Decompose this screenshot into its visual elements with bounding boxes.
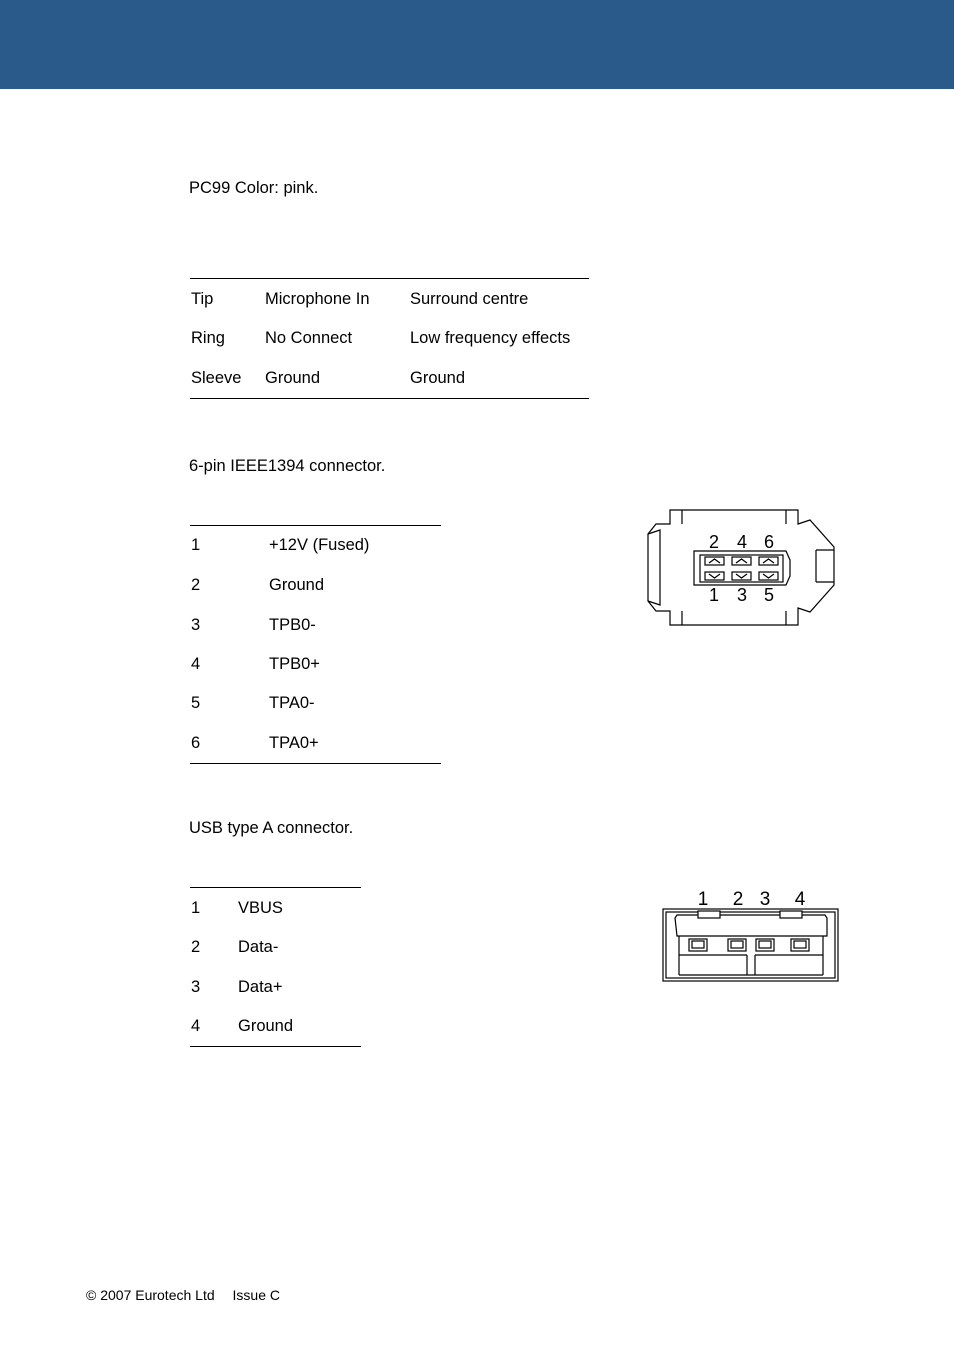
pin-signal: Ground: [238, 1017, 294, 1035]
audio-cell: Low frequency effects: [410, 329, 571, 347]
audio-cell: Surround centre: [410, 290, 529, 308]
pin-label: 4: [736, 532, 748, 552]
pin-label: 2: [708, 532, 720, 552]
pin-label: 6: [763, 532, 775, 552]
ieee1394-table-bottom-rule: [190, 763, 441, 764]
audio-cell: Ground: [265, 369, 321, 387]
audio-table-top-rule: [190, 278, 589, 279]
pin-number: 6: [191, 734, 201, 752]
pin-signal: TPA0-: [269, 694, 315, 712]
pin-label: 1: [708, 585, 720, 605]
ieee1394-table-top-rule: [190, 525, 441, 526]
audio-table-bottom-rule: [190, 398, 589, 399]
pin-label: 1: [697, 889, 709, 910]
pin-label: 2: [732, 889, 744, 910]
footer-issue: Issue C: [232, 1287, 280, 1303]
usb-a-connector-icon: [655, 880, 845, 990]
audio-cell: Tip: [191, 290, 214, 308]
audio-cell: Ring: [191, 329, 225, 347]
pin-number: 2: [191, 576, 201, 594]
pin-signal: Data+: [238, 978, 283, 996]
audio-cell: Ground: [410, 369, 466, 387]
pin-number: 4: [191, 1017, 201, 1035]
pin-label: 5: [763, 585, 775, 605]
footer: [86, 1286, 280, 1304]
pin-number: 1: [191, 536, 201, 554]
pin-signal: Ground: [269, 576, 325, 594]
pin-signal: VBUS: [238, 899, 283, 917]
audio-cell: Microphone In: [265, 290, 370, 308]
usb-table-top-rule: [190, 887, 361, 888]
audio-cell: No Connect: [265, 329, 353, 347]
pin-label: 3: [759, 889, 771, 910]
pin-label: 4: [794, 889, 806, 910]
pin-label: 3: [736, 585, 748, 605]
audio-cell: Sleeve: [191, 369, 242, 387]
pin-signal: TPB0+: [269, 655, 320, 673]
usb-table-bottom-rule: [190, 1046, 361, 1047]
pin-signal: TPB0-: [269, 616, 316, 634]
usb-caption: USB type A connector.: [189, 819, 354, 837]
pin-number: 3: [191, 616, 201, 634]
pin-number: 4: [191, 655, 201, 673]
ieee1394-connector-icon: [640, 500, 845, 635]
pin-signal: +12V (Fused): [269, 536, 370, 554]
audio-caption: PC99 Color: pink.: [189, 179, 319, 197]
pin-number: 1: [191, 899, 201, 917]
ieee1394-caption: 6-pin IEEE1394 connector.: [189, 457, 386, 475]
footer-copyright: © 2007 Eurotech Ltd: [86, 1287, 215, 1303]
pin-signal: Data-: [238, 938, 279, 956]
header-bar: [0, 0, 954, 89]
pin-number: 2: [191, 938, 201, 956]
pin-number: 5: [191, 694, 201, 712]
pin-number: 3: [191, 978, 201, 996]
pin-signal: TPA0+: [269, 734, 319, 752]
